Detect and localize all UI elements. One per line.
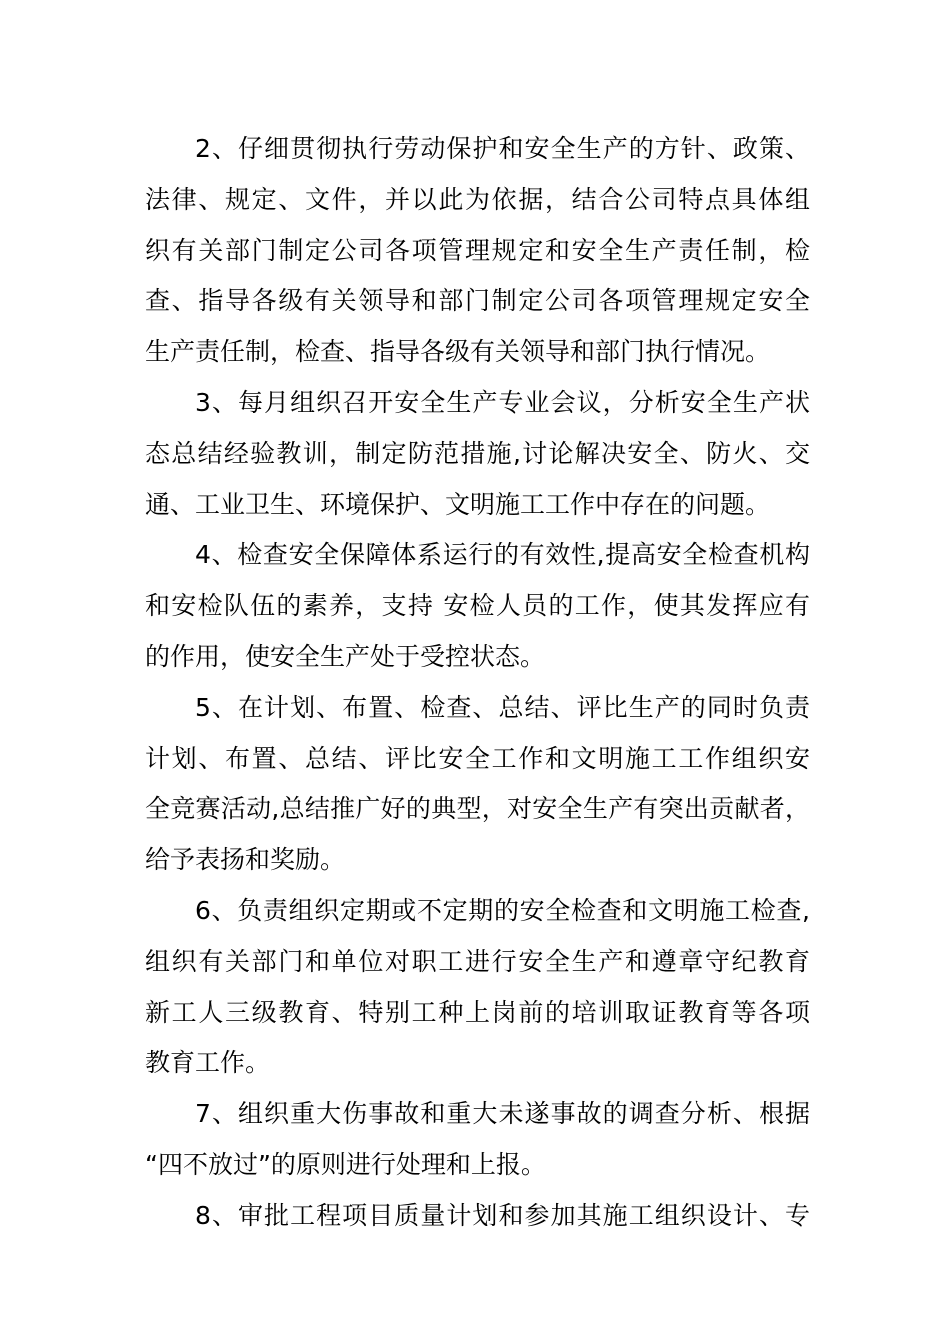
paragraph-first-line: 2、仔细贯彻执行劳动保护和安全生产的方针、政策、	[195, 134, 810, 163]
paragraph-line: 新工人三级教育、特别工种上岗前的培训取证教育等各项	[145, 997, 810, 1027]
paragraph-line: 全竞赛活动,总结推广好的典型，对安全生产有突出贡献者，	[145, 794, 810, 824]
paragraph-first-line: 8、审批工程项目质量计划和参加其施工组织设计、专	[195, 1200, 810, 1230]
paragraph-first-line: 5、在计划、布置、检查、总结、评比生产的同时负责	[195, 692, 810, 722]
paragraph-first-line: 3、每月组织召开安全生产专业会议，分析安全生产状	[195, 387, 810, 417]
paragraph-line: 计划、布置、总结、评比安全工作和文明施工工作组织安	[145, 743, 810, 773]
paragraph-line: 的作用，使安全生产处于受控状态。	[145, 641, 546, 671]
paragraph-first-line: 6、负责组织定期或不定期的安全检查和文明施工检查,	[195, 895, 810, 925]
paragraph-first-line: 4、检查安全保障体系运行的有效性,提高安全检查机构	[195, 540, 810, 570]
paragraph-line: 态总结经验教训，制定防范措施,讨论解决安全、防火、交	[145, 438, 810, 468]
paragraph-line: 和安检队伍的素养，支持 安检人员的工作，使其发挥应有	[145, 591, 810, 621]
paragraph-line: 法律、规定、文件，并以此为依据，结合公司特点具体组	[145, 184, 810, 214]
document-body	[145, 124, 810, 1242]
paragraph-line: 通、工业卫生、环境保护、文明施工工作中存在的问题。	[145, 489, 771, 519]
paragraph-line: 生产责任制，检查、指导各级有关领导和部门执行情况。	[145, 337, 771, 367]
paragraph-line: 组织有关部门和单位对职工进行安全生产和遵章守纪教育	[145, 946, 810, 976]
paragraph-first-line: 7、组织重大伤事故和重大未遂事故的调查分析、根据	[195, 1099, 810, 1129]
paragraph-line: 教育工作。	[145, 1048, 271, 1078]
paragraph-line: 织有关部门制定公司各项管理规定和安全生产责任制，检	[145, 235, 810, 265]
paragraph-line: “四不放过”的原则进行处理和上报。	[145, 1149, 546, 1179]
paragraph-line: 查、指导各级有关领导和部门制定公司各项管理规定安全	[145, 286, 810, 316]
paragraph-line: 给予表扬和奖励。	[145, 845, 346, 875]
